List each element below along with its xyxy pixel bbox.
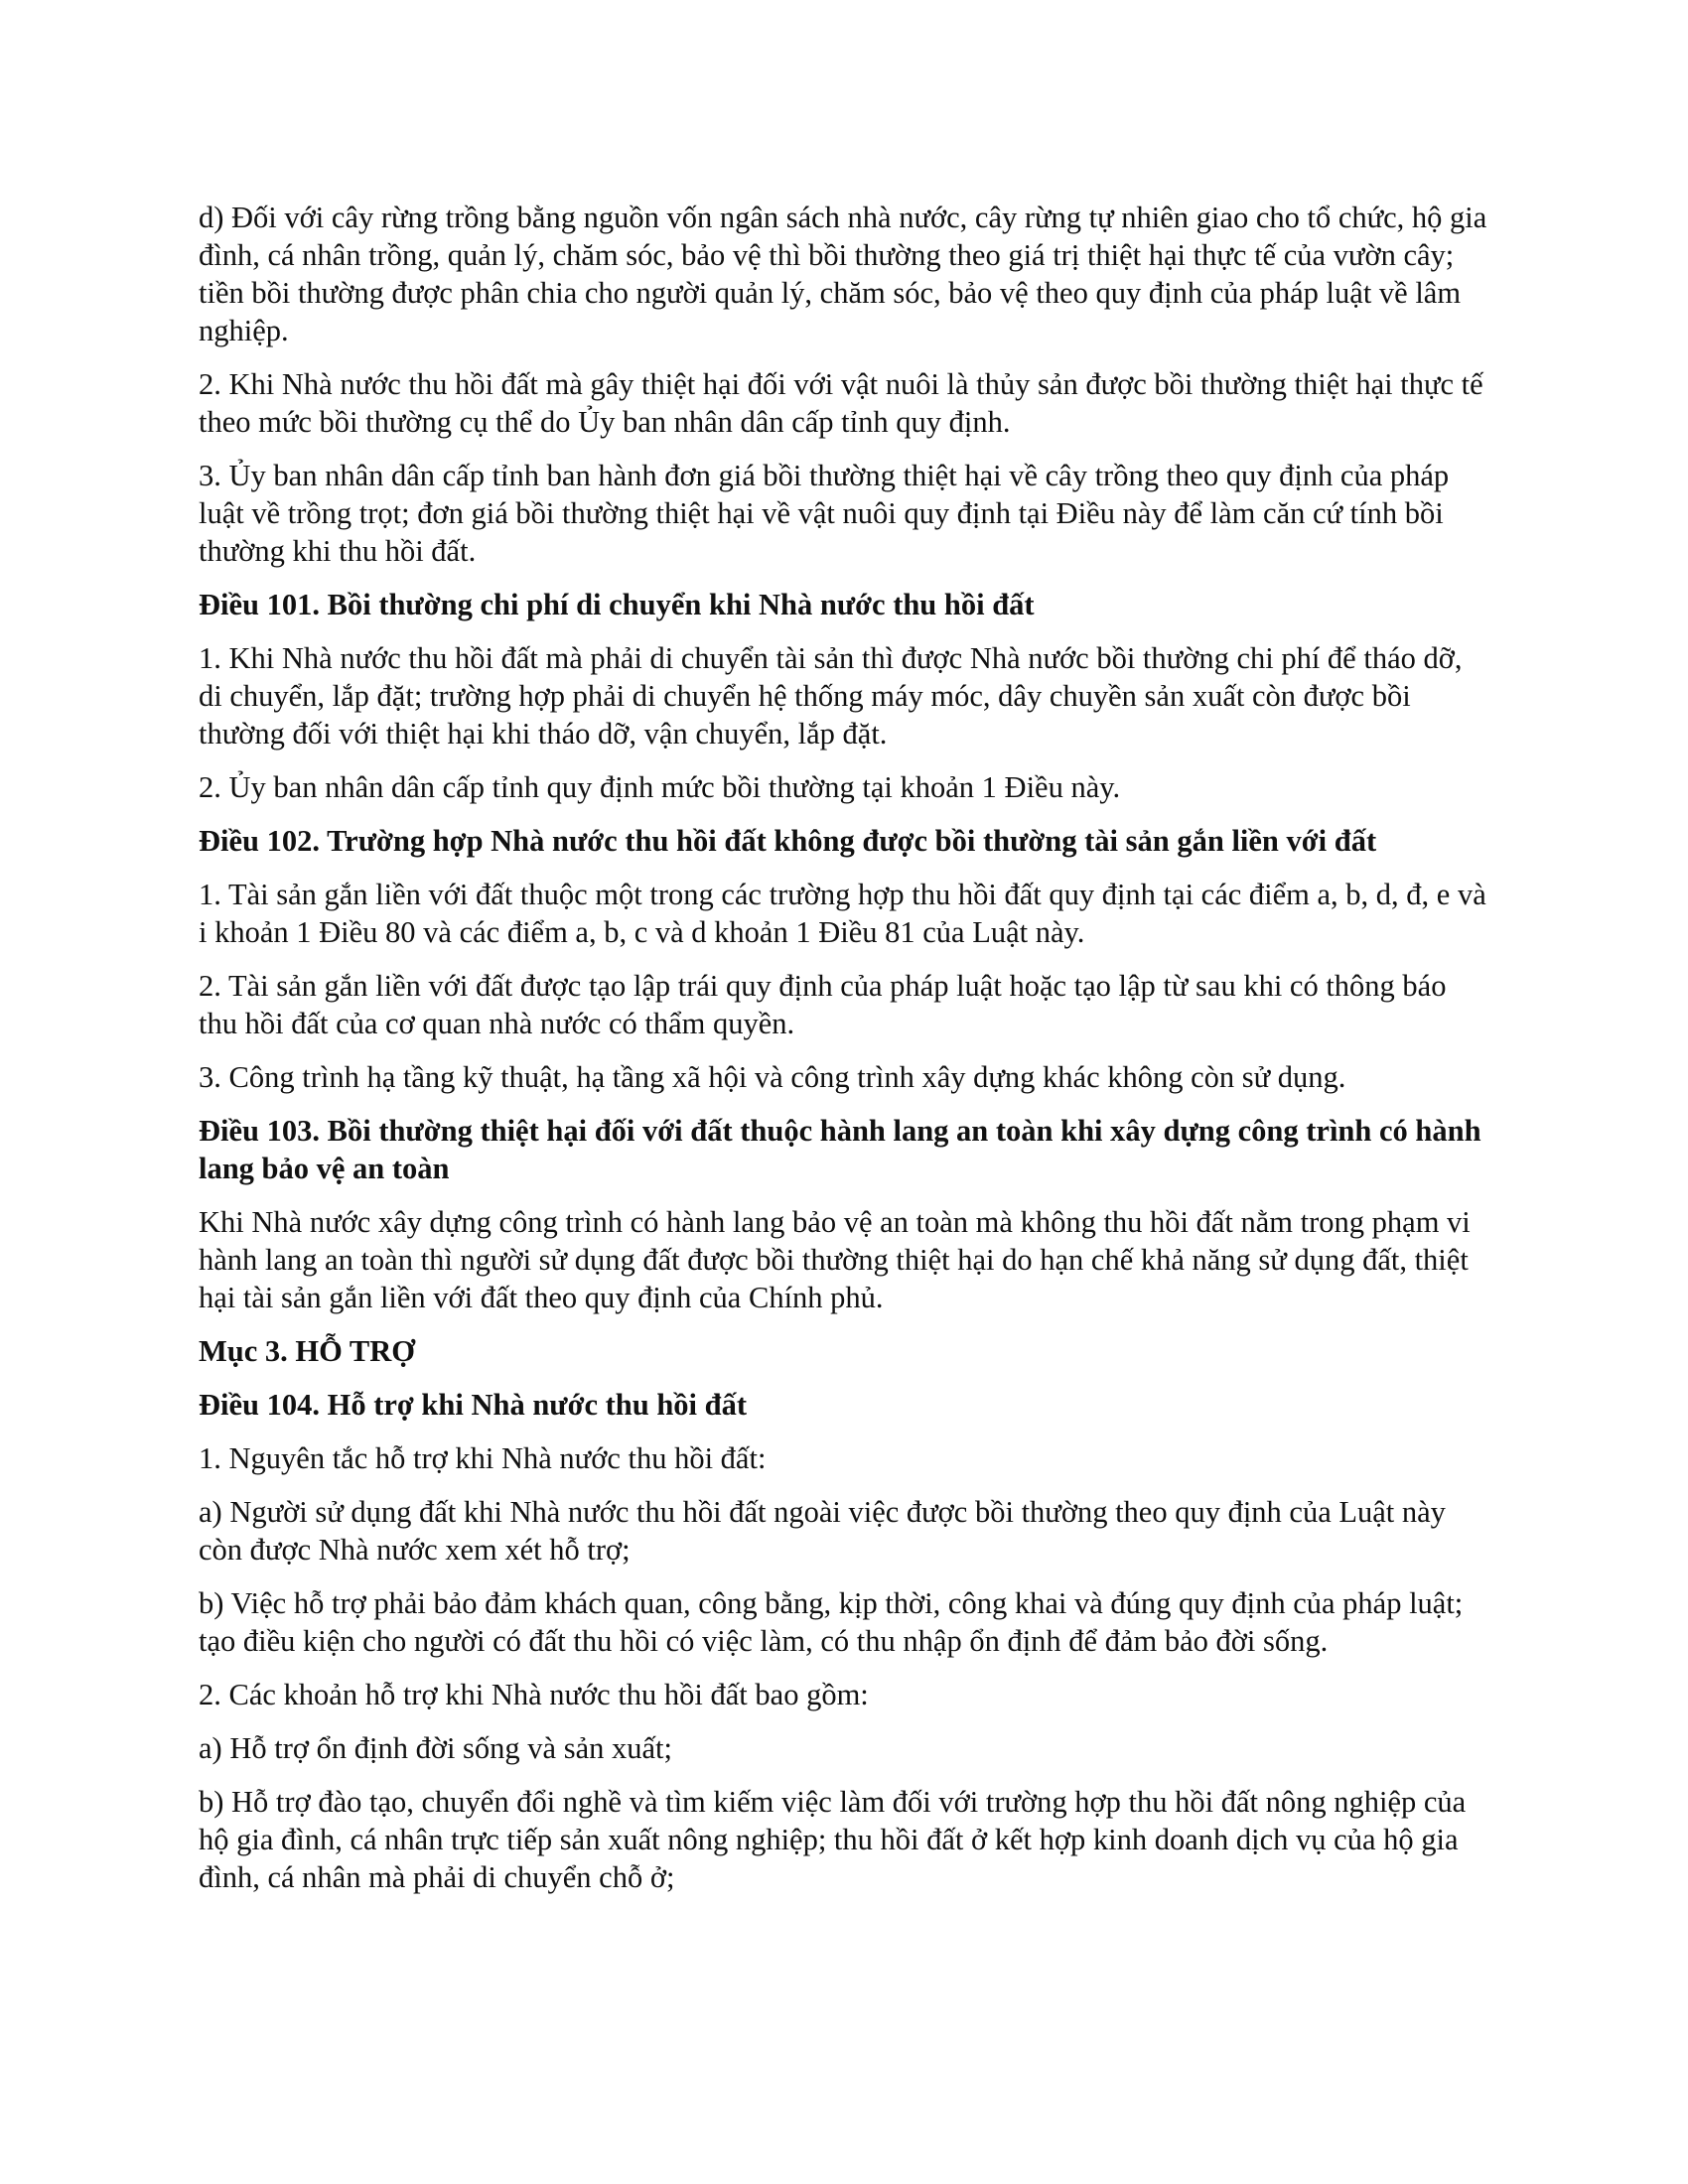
article-104-clause-1: 1. Nguyên tắc hỗ trợ khi Nhà nước thu hồi đất: bbox=[199, 1441, 767, 1475]
article-104-clause-1-a: a) Người sử dụng đất khi Nhà nước thu hồi đất ngoài việc được bồi thường theo quy định của Luật này còn được Nhà nước xem xét hỗ trợ; bbox=[199, 1495, 1446, 1567]
section-3-heading: Mục 3. HỖ TRỢ bbox=[199, 1334, 416, 1368]
document-page bbox=[199, 199, 1489, 1912]
article-102-heading: Điều 102. Trường hợp Nhà nước thu hồi đất không được bồi thường tài sản gắn liền với đất bbox=[199, 824, 1377, 858]
article-103-heading: Điều 103. Bồi thường thiệt hại đối với đất thuộc hành lang an toàn khi xây dựng công trình có hành lang bảo vệ an toàn bbox=[199, 1114, 1481, 1185]
article-102-clause-3: 3. Công trình hạ tầng kỹ thuật, hạ tầng xã hội và công trình xây dựng khác không còn sử dụng. bbox=[199, 1060, 1346, 1094]
article-104-clause-2: 2. Các khoản hỗ trợ khi Nhà nước thu hồi đất bao gồm: bbox=[199, 1678, 869, 1711]
paragraph-d-forest-trees: d) Đối với cây rừng trồng bằng nguồn vốn ngân sách nhà nước, cây rừng tự nhiên giao cho tổ chức, hộ gia đình, cá nhân trồng, quản lý, chăm sóc, bảo vệ thì bồi thường theo giá trị thiệt hại thực tế của vườn cây; tiền bồi thường được phân chia cho người quản lý, chăm sóc, bảo vệ theo quy định của pháp luật về lâm nghiệp. bbox=[199, 201, 1487, 347]
article-104-clause-1-b: b) Việc hỗ trợ phải bảo đảm khách quan, công bằng, kịp thời, công khai và đúng quy định của pháp luật; tạo điều kiện cho người có đất thu hồi có việc làm, có thu nhập ổn định để đảm bảo đời sống. bbox=[199, 1586, 1464, 1658]
article-101-clause-2: 2. Ủy ban nhân dân cấp tỉnh quy định mức bồi thường tại khoản 1 Điều này. bbox=[199, 770, 1121, 804]
article-104-clause-2-a: a) Hỗ trợ ổn định đời sống và sản xuất; bbox=[199, 1731, 672, 1765]
article-102-clause-1: 1. Tài sản gắn liền với đất thuộc một trong các trường hợp thu hồi đất quy định tại các điểm a, b, d, đ, e và i khoản 1 Điều 80 và các điểm a, b, c và d khoản 1 Điều 81 của Luật này. bbox=[199, 878, 1486, 949]
article-101-heading: Điều 101. Bồi thường chi phí di chuyển khi Nhà nước thu hồi đất bbox=[199, 588, 1035, 621]
paragraph-2-aquatic-livestock: 2. Khi Nhà nước thu hồi đất mà gây thiệt hại đối với vật nuôi là thủy sản được bồi thường thiệt hại thực tế theo mức bồi thường cụ thể do Ủy ban nhân dân cấp tỉnh quy định. bbox=[199, 367, 1483, 439]
article-104-heading: Điều 104. Hỗ trợ khi Nhà nước thu hồi đất bbox=[199, 1388, 748, 1422]
paragraph-3-unit-prices: 3. Ủy ban nhân dân cấp tỉnh ban hành đơn giá bồi thường thiệt hại về cây trồng theo quy định của pháp luật về trồng trọt; đơn giá bồi thường thiệt hại về vật nuôi quy định tại Điều này để làm căn cứ tính bồi thường khi thu hồi đất. bbox=[199, 459, 1450, 568]
article-103-body: Khi Nhà nước xây dựng công trình có hành lang bảo vệ an toàn mà không thu hồi đất nằm trong phạm vi hành lang an toàn thì người sử dụng đất được bồi thường thiệt hại do hạn chế khả năng sử dụng đất, thiệt hại tài sản gắn liền với đất theo quy định của Chính phủ. bbox=[199, 1205, 1471, 1314]
article-104-clause-2-b: b) Hỗ trợ đào tạo, chuyển đổi nghề và tìm kiếm việc làm đối với trường hợp thu hồi đất nông nghiệp của hộ gia đình, cá nhân trực tiếp sản xuất nông nghiệp; thu hồi đất ở kết hợp kinh doanh dịch vụ của hộ gia đình, cá nhân mà phải di chuyển chỗ ở; bbox=[199, 1785, 1467, 1894]
article-101-clause-1: 1. Khi Nhà nước thu hồi đất mà phải di chuyển tài sản thì được Nhà nước bồi thường chi phí để tháo dỡ, di chuyển, lắp đặt; trường hợp phải di chuyển hệ thống máy móc, dây chuyền sản xuất còn được bồi thường đối với thiệt hại khi tháo dỡ, vận chuyển, lắp đặt. bbox=[199, 641, 1463, 751]
article-102-clause-2: 2. Tài sản gắn liền với đất được tạo lập trái quy định của pháp luật hoặc tạo lập từ sau khi có thông báo thu hồi đất của cơ quan nhà nước có thẩm quyền. bbox=[199, 969, 1447, 1040]
